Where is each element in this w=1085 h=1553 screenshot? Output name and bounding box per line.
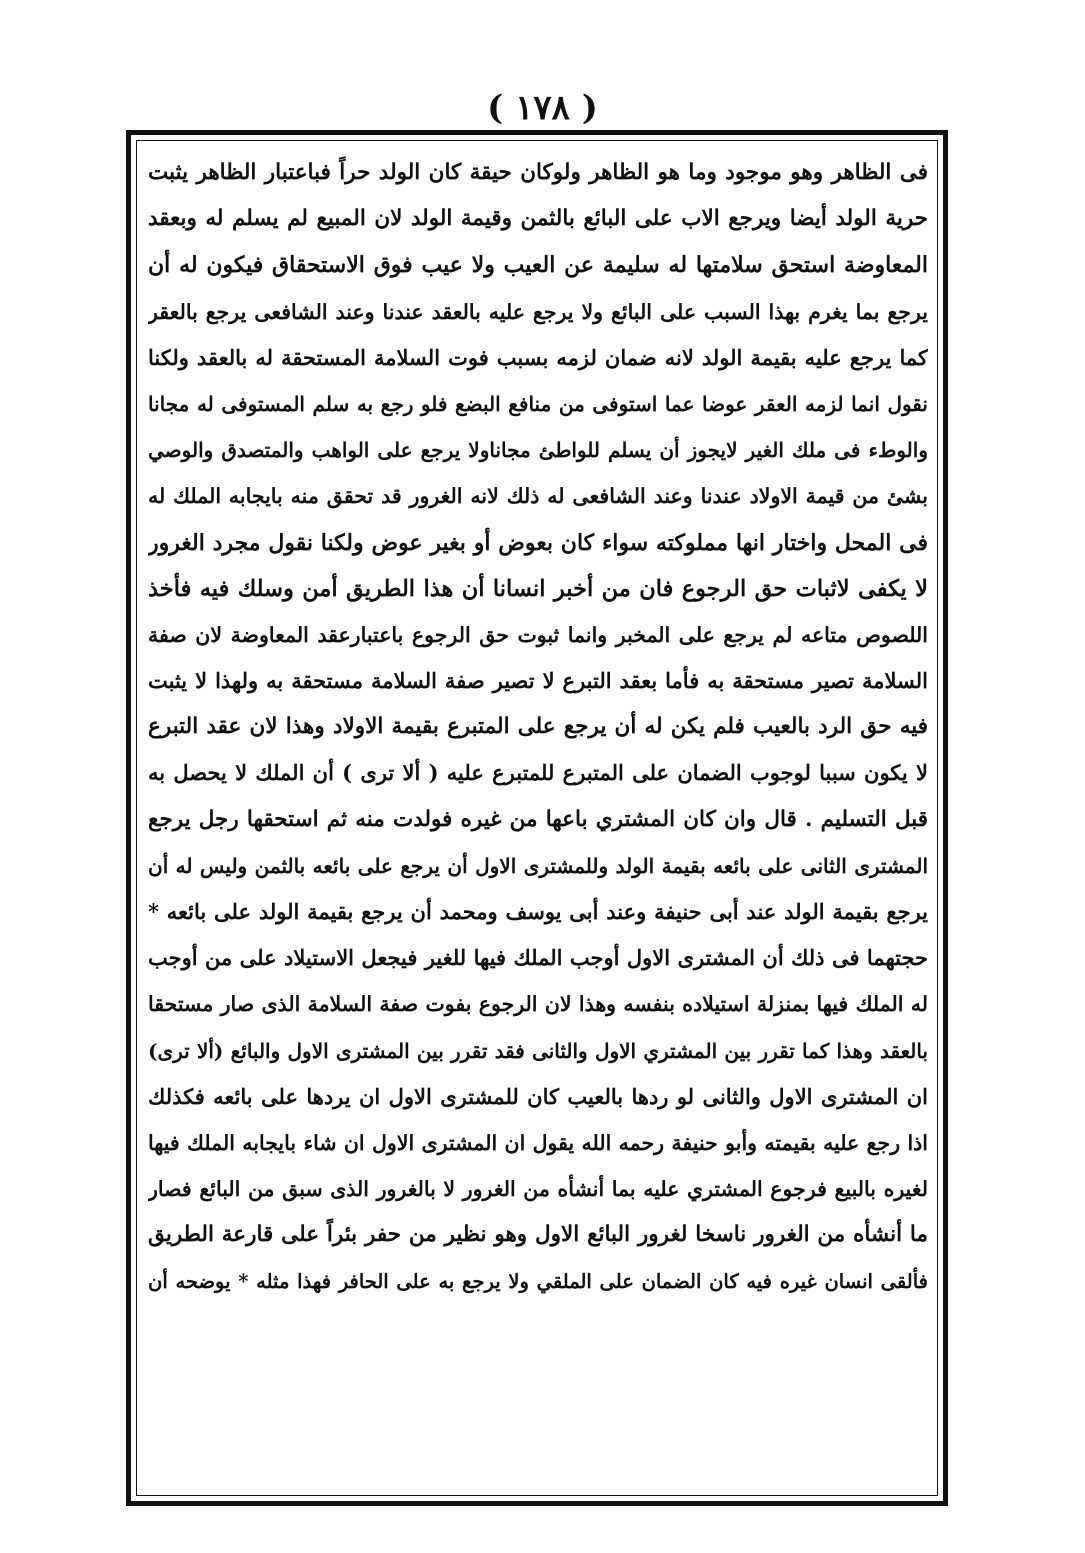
text-line: اذا رجع عليه بقيمته وأبو حنيفة رحمه الله يقول ان المشترى الاول ان شاء بايجابه الملك فيها	[148, 1130, 928, 1155]
text-line: يرجع بقيمة الولد عند أبى حنيفة وعند أبى يوسف ومحمد أن يرجع بقيمة الولد على بائعه *	[148, 899, 928, 924]
text-line: حجتهما فى ذلك أن المشترى الاول أوجب الملك فيها للغير فيجعل الاستيلاد على من أوجب	[148, 945, 928, 971]
text-line: يرجع بما يغرم بهذا السبب على البائع ولا يرجع عليه بالعقد عندنا وعند الشافعى يرجع بالعقر	[148, 299, 928, 324]
text-line: فألقى انسان غيره فيه كان الضمان على الملقي ولا يرجع به على الحافر فهذا مثله * يوضحه أن	[148, 1269, 928, 1293]
text-line: لغيره بالبيع فرجوع المشتري عليه بما أنشأه من الغرور لا بالغرور الذى سبق من البائع فصار	[148, 1177, 928, 1202]
text-line: المشترى الثانى على بائعه بقيمة الولد وللمشترى الاول أن يرجع على بائعه بالثمن وليس له أن	[148, 853, 928, 878]
text-line: فى المحل واختار انها مملوكته سواء كان بعوض أو بغير عوض ولكنا نقول مجرد الغرور	[148, 529, 928, 556]
text-line: ما أنشأه من الغرور ناسخا لغرور البائع الاول وهو نظير من حفر بئراً على قارعة الطريق	[148, 1222, 928, 1248]
text-line: قبل التسليم . قال وان كان المشتري باعها من غيره فولدت منه ثم استحقها رجل يرجع	[148, 806, 928, 832]
text-line: والوطء فى ملك الغير لايجوز أن يسلم للواطئ مجاناولا يرجع على الواهب والمتصدق والوصي	[148, 438, 928, 463]
text-line: لا يكفى لاثبات حق الرجوع فان من أخبر انسانا أن هذا الطريق أمن وسلك فيه فأخذ	[148, 575, 928, 602]
text-line: بالعقد وهذا كما تقرر بين المشتري الاول والثانى فقد تقرر بين المشترى الاول والبائع (ألا ترى)	[148, 1038, 928, 1063]
page-number: ( ١٧٨ )	[487, 88, 598, 128]
text-line: فى الظاهر وهو موجود وما هو الظاهر ولوكان حيقة كان الولد حراً فباعتبار الظاهر يثبت	[148, 160, 928, 185]
text-line: لا يكون سببا لوجوب الضمان على المتبرع للمتبرع عليه ( ألا ترى ) أن الملك لا يحصل به	[148, 760, 928, 786]
text-line: حرية الولد أيضا ويرجع الاب على البائع بالثمن وقيمة الولد لان المبيع لم يسلم له وبعقد	[148, 206, 928, 232]
text-line: السلامة تصير مستحقة به فأما بعقد التبرع لا تصير صفة السلامة مستحقة به ولهذا لا يثبت	[148, 668, 928, 694]
text-line: نقول انما لزمه العقر عوضا عما استوفى من منافع البضع فلو رجع به سلم المستوفى له مجانا	[148, 391, 928, 416]
text-line: المعاوضة استحق سلامتها له سليمة عن العيب ولا عيب فوق الاستحقاق فيكون له أن	[148, 252, 928, 279]
main-text	[148, 150, 928, 1490]
text-line: ان المشترى الاول والثانى لو ردها بالعيب كان للمشترى الاول ان يردها على بائعه فكذلك	[148, 1083, 928, 1109]
text-line: بشئ من قيمة الاولاد عندنا وعند الشافعى له ذلك لانه الغرور قد تحقق منه بايجابه الملك له	[148, 484, 928, 509]
text-line: فيه حق الرد بالعيب فلم يكن له أن يرجع على المتبرع بقيمة الاولاد وهذا لان عقد التبرع	[148, 714, 928, 740]
text-line: له الملك فيها بمنزلة استيلاده بنفسه وهذا لان الرجوع بفوت صفة السلامة الذى صار مستحقا	[148, 992, 928, 1017]
text-line: كما يرجع عليه بقيمة الولد لانه ضمان لزمه بسبب فوت السلامة المستحقة له بالعقد ولكنا	[148, 344, 928, 370]
text-line: اللصوص متاعه لم يرجع على المخبر وانما ثبوت حق الرجوع باعتبارعقد المعاوضة لان صفة	[148, 622, 928, 647]
